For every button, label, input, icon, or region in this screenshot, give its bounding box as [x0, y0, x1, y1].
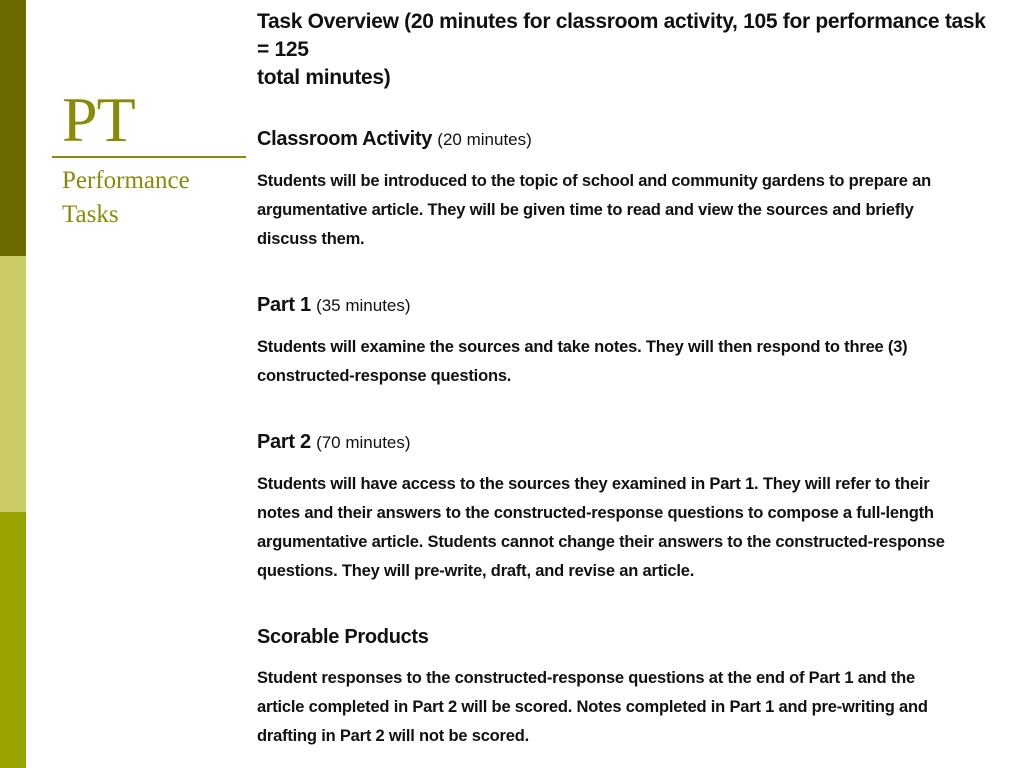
- section-heading: [257, 429, 1002, 456]
- slide-subtitle: [62, 164, 232, 232]
- task-overview-heading: [257, 8, 1002, 92]
- section-scorable-products: [257, 624, 1002, 751]
- overview-heading-line: total minutes): [257, 66, 391, 89]
- slide-title-block: [52, 84, 246, 232]
- body-line: Student responses to the constructed-response questions at the end of Part 1 and the: [257, 669, 915, 687]
- section-body: [257, 333, 1002, 391]
- overview-heading-line: Task Overview (20 minutes for classroom activity, 105 for performance task = 125: [257, 10, 986, 61]
- section-duration: (35 minutes): [316, 296, 411, 315]
- section-duration: (70 minutes): [316, 433, 411, 452]
- section-heading: [257, 624, 1002, 650]
- sidebar-band-middle: [0, 256, 26, 512]
- section-duration: (20 minutes): [437, 130, 532, 149]
- body-line: Students will be introduced to the topic of school and community gardens to prepare an: [257, 172, 932, 190]
- body-line: article completed in Part 2 will be scored. Notes completed in Part 1 and pre-writing and: [257, 698, 928, 716]
- section-body: [257, 664, 1002, 751]
- sidebar-band-bottom: [0, 512, 26, 768]
- title-divider: [52, 156, 246, 158]
- body-line: discuss them.: [257, 230, 365, 248]
- slide-content: [257, 8, 1002, 751]
- section-classroom-activity: [257, 126, 1002, 254]
- section-heading: [257, 126, 1002, 153]
- section-title: Part 2: [257, 431, 311, 453]
- slide-title: PT: [62, 84, 135, 155]
- body-line: argumentative article. Students cannot change their answers to the constructed-response: [257, 533, 945, 551]
- section-part-1: [257, 292, 1002, 391]
- section-body: [257, 167, 1002, 254]
- slide-subtitle-line: Performance: [62, 167, 190, 194]
- body-line: drafting in Part 2 will not be scored.: [257, 727, 530, 745]
- body-line: questions. They will pre-write, draft, and revise an article.: [257, 562, 695, 580]
- body-line: constructed-response questions.: [257, 367, 512, 385]
- body-line: Students will have access to the sources they examined in Part 1. They will refer to their: [257, 475, 930, 493]
- section-title: Part 1: [257, 294, 311, 316]
- body-line: argumentative article. They will be given time to read and view the sources and briefly: [257, 201, 914, 219]
- sidebar-band-top: [0, 0, 26, 256]
- section-heading: [257, 292, 1002, 319]
- section-title: Classroom Activity: [257, 128, 433, 150]
- slide-subtitle-line: Tasks: [62, 201, 119, 228]
- body-line: Students will examine the sources and take notes. They will then respond to three (3): [257, 338, 908, 356]
- section-title: Scorable Products: [257, 626, 429, 648]
- body-line: notes and their answers to the constructed-response questions to compose a full-length: [257, 504, 934, 522]
- section-part-2: [257, 429, 1002, 586]
- section-body: [257, 470, 1002, 586]
